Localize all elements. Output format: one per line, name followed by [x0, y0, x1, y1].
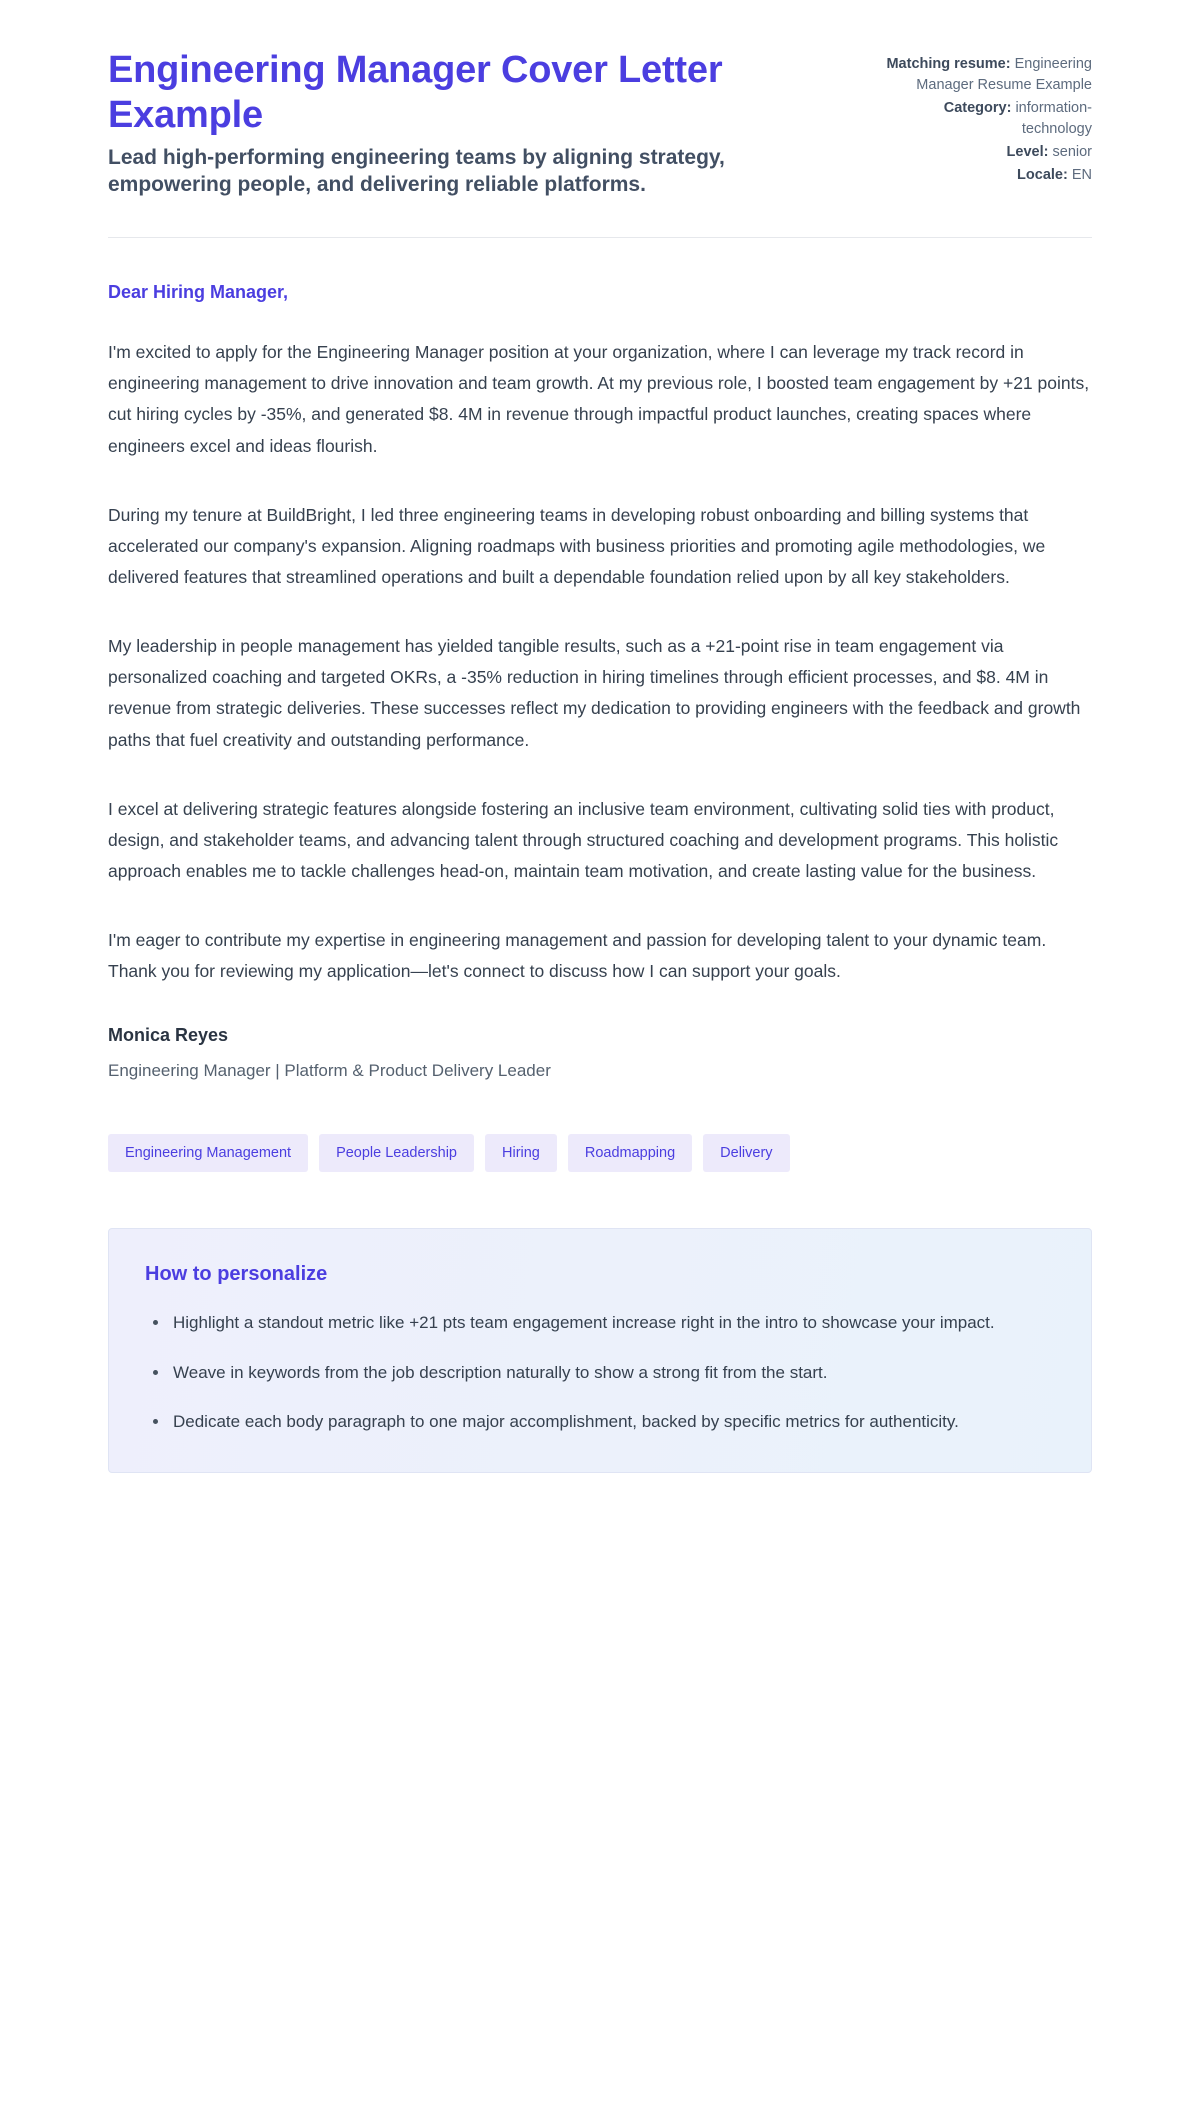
letter-paragraph: I'm eager to contribute my expertise in engineering management and passion for developing talent to your dynamic team. Thank you for reviewing my application—let's connect to discuss how I can support your goals.	[108, 930, 1047, 982]
callout-tip-item: Highlight a standout metric like +21 pts team engagement increase right in the intro to showcase your impact.	[169, 1308, 1055, 1337]
skill-tag-list	[108, 1134, 1092, 1173]
callout-tip-item: Dedicate each body paragraph to one major accomplishment, backed by specific metrics for authenticity.	[169, 1407, 1055, 1436]
skill-tag[interactable]: Delivery	[703, 1134, 789, 1173]
letter-paragraph: During my tenure at BuildBright, I led three engineering teams in developing robust onboarding and billing systems that accelerated our company's expansion. Aligning roadmaps with business priorities and promoting agile methodologies, we delivered features that streamlined operations and built a dependable foundation relied upon by all key stakeholders.	[108, 504, 1046, 587]
skill-tag[interactable]: Engineering Management	[108, 1134, 308, 1173]
meta-row-level	[877, 142, 1092, 163]
meta-value-category: information-technology	[1015, 100, 1092, 138]
callout-tip-item: Weave in keywords from the job description naturally to show a strong fit from the start.	[169, 1358, 1055, 1387]
signature-name: Monica Reyes	[108, 1025, 229, 1046]
letter-body	[108, 238, 1092, 1473]
meta-label-matching-resume: Matching resume:	[886, 56, 1011, 72]
skill-tag[interactable]: Hiring	[485, 1134, 557, 1173]
callout-tip-list	[145, 1308, 1055, 1436]
document-metadata	[877, 48, 1092, 188]
letter-paragraph: I'm excited to apply for the Engineering Manager position at your organization, where I can leverage my track record in engineering management to drive innovation and team growth. At my previous role, I boosted team engagement by +21 points, cut hiring cycles by -35%, and generated $8. 4M in revenue through impactful product launches, creating spaces where engineers excel and ideas flourish.	[108, 342, 1090, 456]
meta-label-level: Level:	[1006, 144, 1049, 161]
header-title-block	[108, 48, 758, 199]
meta-label-category: Category:	[943, 100, 1012, 117]
skill-tag[interactable]: People Leadership	[319, 1134, 474, 1173]
meta-row-matching-resume	[877, 54, 1092, 96]
callout-title: How to personalize	[145, 1263, 328, 1286]
meta-label-locale: Locale:	[1017, 167, 1068, 184]
page-subtitle: Lead high-performing engineering teams by aligning strategy, empowering people, and delivering reliable platforms.	[108, 145, 725, 197]
meta-value-level: senior	[1052, 144, 1092, 161]
letter-paragraph: My leadership in people management has yielded tangible results, such as a +21-point rise in team engagement via personalized coaching and targeted OKRs, a -35% reduction in hiring timelines through efficient processes, and $8. 4M in revenue from strategic deliveries. These successes reflect my dedication to providing engineers with the feedback and growth paths that fuel creativity and outstanding performance.	[108, 636, 1081, 750]
skill-tag[interactable]: Roadmapping	[568, 1134, 692, 1173]
meta-value-locale: EN	[1071, 167, 1092, 184]
salutation: Dear Hiring Manager,	[108, 282, 289, 303]
meta-row-locale	[877, 165, 1092, 186]
meta-value-matching-resume: Engineering Manager Resume Example	[916, 56, 1092, 94]
document-header	[108, 48, 1092, 199]
personalize-callout	[108, 1228, 1092, 1473]
signature-block	[108, 1025, 1092, 1084]
letter-paragraph: I excel at delivering strategic features alongside fostering an inclusive team environment, cultivating solid ties with product, design, and stakeholder teams, and advancing talent through structured coaching and development programs. This holistic approach enables me to tackle challenges head-on, maintain team motivation, and create lasting value for the business.	[108, 798, 1059, 881]
page-title: Engineering Manager Cover Letter Example	[108, 49, 723, 136]
signature-title: Engineering Manager | Platform & Product Delivery Leader	[108, 1061, 551, 1081]
meta-row-category	[877, 98, 1092, 140]
